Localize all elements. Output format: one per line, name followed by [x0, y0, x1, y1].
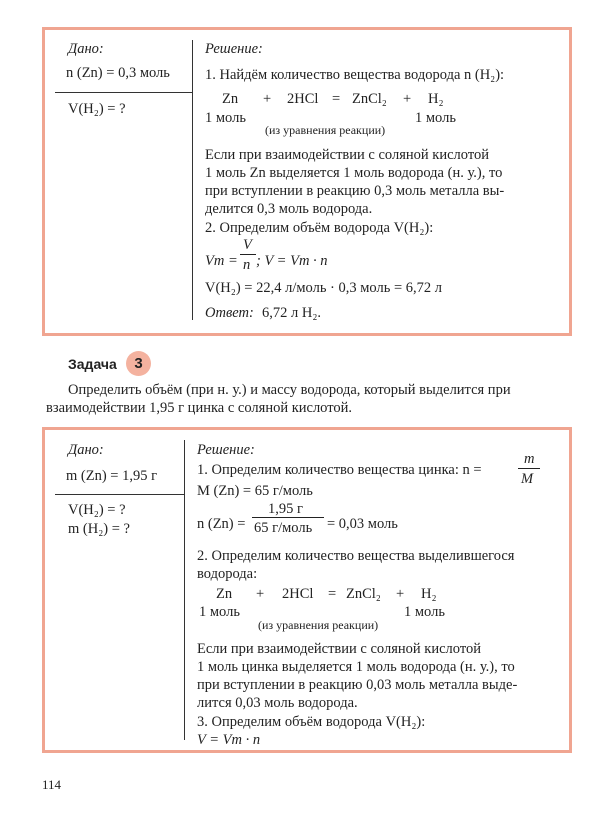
find-v-h2-2: V(H₂) = ?: [68, 502, 126, 518]
vm-num: V: [243, 237, 252, 253]
find-v-h2-1: V(H₂) = ?: [68, 101, 126, 117]
eq-zn-2: Zn: [216, 586, 233, 602]
explanation-2-line: Если при взаимодействии с соляной кислотой: [197, 641, 481, 657]
explanation-2-line: лится 0,03 моль водорода.: [197, 695, 358, 711]
mol-label-1b: 1 моль: [415, 110, 456, 126]
explanation-1: [205, 146, 545, 218]
n-res: = 0,03 моль: [327, 516, 398, 532]
explanation-2-line: 1 моль цинка выделяется 1 моль водорода (н. у.), то: [197, 659, 515, 675]
solution-title-1: Решение:: [205, 41, 263, 57]
task-label: Задача: [68, 356, 117, 372]
eq-plus1-1: +: [263, 91, 272, 107]
frac-M: M: [521, 471, 534, 487]
m-over-M-bar: [518, 468, 540, 469]
given-title-2: Дано:: [68, 442, 104, 458]
given-divider-1: [192, 40, 193, 320]
eq-plus2-2: +: [396, 586, 405, 602]
n-fraction-bar: [252, 517, 324, 518]
given-divider-2: [184, 440, 185, 740]
answer-value: 6,72 л H₂.: [262, 305, 322, 321]
given-m-zn: m (Zn) = 1,95 г: [66, 468, 158, 484]
given-title-1: Дано:: [68, 41, 104, 57]
mol-label-2b: 1 моль: [404, 604, 445, 620]
frac-m: m: [524, 451, 535, 467]
vm-den: n: [243, 257, 251, 273]
eq-plus2-1: +: [403, 91, 412, 107]
eq-note-2: (из уравнения реакции): [258, 618, 379, 632]
eq-equals-2: =: [328, 586, 337, 602]
eq-plus1-2: +: [256, 586, 265, 602]
eq-zncl2-2: ZnCl₂: [346, 586, 381, 602]
step3-text-2: 3. Определим объём водорода V(H₂):: [197, 714, 426, 730]
task-text-line2: взаимодействии 1,95 г цинка с соляной кислотой.: [46, 400, 353, 416]
eq-h2-1: H₂: [428, 91, 444, 107]
eq-hcl-1: 2HCl: [287, 91, 319, 107]
n-lhs: n (Zn) =: [197, 516, 246, 532]
eq-zncl2-1: ZnCl₂: [352, 91, 387, 107]
mol-label-2a: 1 моль: [199, 604, 240, 620]
page-number: 114: [42, 777, 62, 792]
n-num: 1,95 г: [268, 501, 303, 517]
step2-text-1: 2. Определим объём водорода V(H₂):: [205, 220, 434, 236]
step1-text-1: 1. Найдём количество вещества водорода n (H₂):: [205, 67, 505, 83]
given-rule-2: [55, 494, 184, 495]
explanation-1-line: делится 0,3 моль водорода.: [205, 201, 373, 217]
explanation-2-line: при вступлении в реакцию 0,03 моль металла выде-: [197, 677, 518, 693]
vm-rest: ; V = Vm · n: [256, 253, 328, 269]
explanation-1-line: 1 моль Zn выделяется 1 моль водорода (н. у.), то: [205, 165, 503, 181]
explanation-1-line: Если при взаимодействии с соляной кислотой: [205, 147, 489, 163]
given-n-zn: n (Zn) = 0,3 моль: [66, 65, 170, 81]
solution-title-2: Решение:: [197, 442, 255, 458]
task-number-badge: 3: [126, 351, 151, 376]
n-den: 65 г/моль: [254, 520, 313, 536]
given-rule-1: [55, 92, 192, 93]
step2-text-2b: водорода:: [197, 566, 258, 582]
vm-lhs: Vm =: [205, 253, 238, 269]
molar-mass: M (Zn) = 65 г/моль: [197, 483, 313, 499]
vm-fraction-bar: [240, 254, 256, 255]
task-text-line1: Определить объём (при н. у.) и массу водорода, который выделится при: [68, 382, 511, 398]
eq-note-1: (из уравнения реакции): [265, 123, 386, 137]
final-formula: V = Vm · n: [197, 732, 261, 748]
mol-label-1a: 1 моль: [205, 110, 246, 126]
step2-text-2a: 2. Определим количество вещества выделившегося: [197, 548, 515, 564]
eq-zn-1: Zn: [222, 91, 239, 107]
explanation-1-line: при вступлении в реакцию 0,3 моль металла вы-: [205, 183, 505, 199]
volume-calc-1: V(H₂) = 22,4 л/моль · 0,3 моль = 6,72 л: [205, 280, 443, 296]
eq-equals-1: =: [332, 91, 341, 107]
step1-text-2: 1. Определим количество вещества цинка: n =: [197, 462, 482, 478]
eq-hcl-2: 2HCl: [282, 586, 314, 602]
explanation-2: [197, 640, 550, 712]
eq-h2-2: H₂: [421, 586, 437, 602]
find-m-h2: m (H₂) = ?: [68, 521, 130, 537]
answer-label: Ответ:: [205, 305, 254, 321]
